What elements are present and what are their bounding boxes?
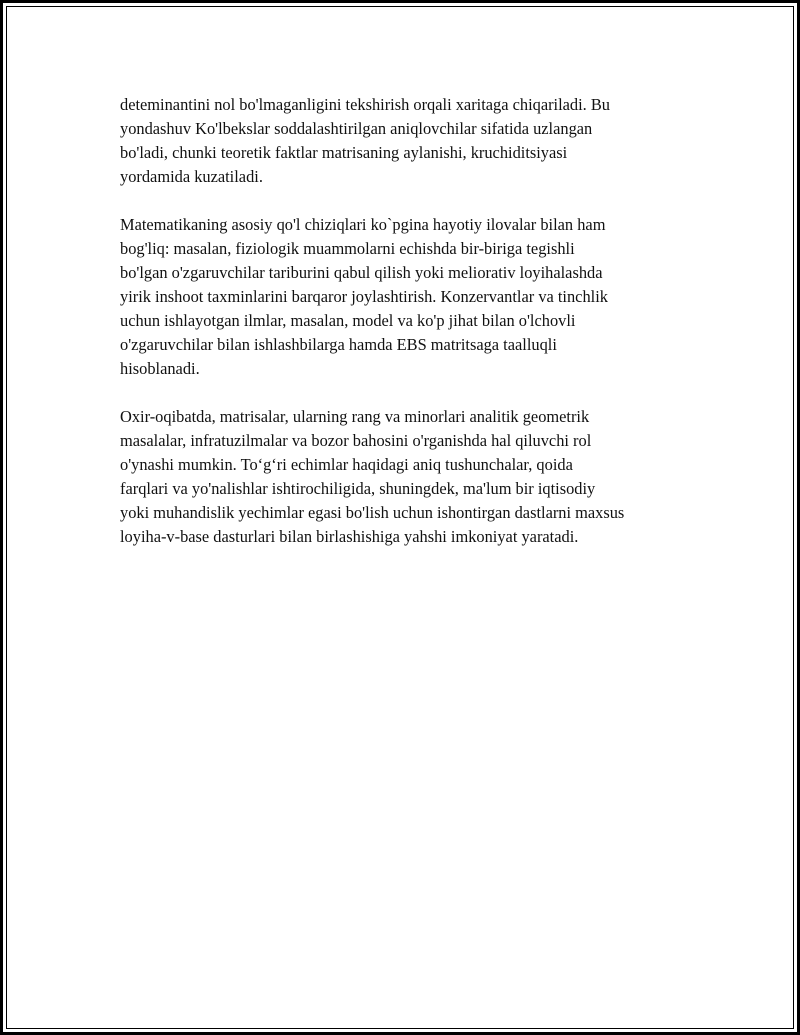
document-body — [120, 93, 700, 573]
text-line: bo'ladi, chunki teoretik faktlar matrisaning aylanishi, kruchiditsiyasi — [120, 143, 568, 162]
text-line: farqlari va yo'nalishlar ishtirochiligida, shuningdek, ma'lum bir iqtisodiy — [120, 479, 596, 498]
text-line: yirik inshoot taxminlarini barqaror joylashtirish. Konzervantlar va tinchlik — [120, 287, 608, 306]
paragraph-1 — [120, 93, 700, 189]
text-line: deteminantini nol bo'lmaganligini tekshirish orqali xaritaga chiqariladi. Bu — [120, 95, 611, 114]
paragraph-3 — [120, 405, 700, 549]
text-line: o'ynashi mumkin. To‘g‘ri echimlar haqidagi aniq tushunchalar, qoida — [120, 455, 573, 474]
text-line: yondashuv Ko'lbekslar soddalashtirilgan aniqlovchilar sifatida uzlangan — [120, 119, 593, 138]
text-line: masalalar, infratuzilmalar va bozor bahosini o'rganishda hal qiluvchi rol — [120, 431, 592, 450]
text-line: yoki muhandislik yechimlar egasi bo'lish uchun ishontirgan dastlarni maxsus — [120, 503, 625, 522]
text-line: uchun ishlayotgan ilmlar, masalan, model va ko'p jihat bilan o'lchovli — [120, 311, 576, 330]
text-line: yordamida kuzatiladi. — [120, 167, 263, 186]
text-line: bo'lgan o'zgaruvchilar tariburini qabul qilish yoki meliorativ loyihalashda — [120, 263, 603, 282]
text-line: hisoblanadi. — [120, 359, 200, 378]
text-line: loyiha-v-base dasturlari bilan birlashishiga yahshi imkoniyat yaratadi. — [120, 527, 579, 546]
text-line: o'zgaruvchilar bilan ishlashbilarga hamda EBS matritsaga taalluqli — [120, 335, 557, 354]
text-line: Oxir-oqibatda, matrisalar, ularning rang va minorlari analitik geometrik — [120, 407, 590, 426]
text-line: Matematikaning asosiy qo'l chiziqlari ko`pgina hayotiy ilovalar bilan ham — [120, 215, 606, 234]
paragraph-2 — [120, 213, 700, 381]
text-line: bog'liq: masalan, fiziologik muammolarni echishda bir-biriga tegishli — [120, 239, 575, 258]
